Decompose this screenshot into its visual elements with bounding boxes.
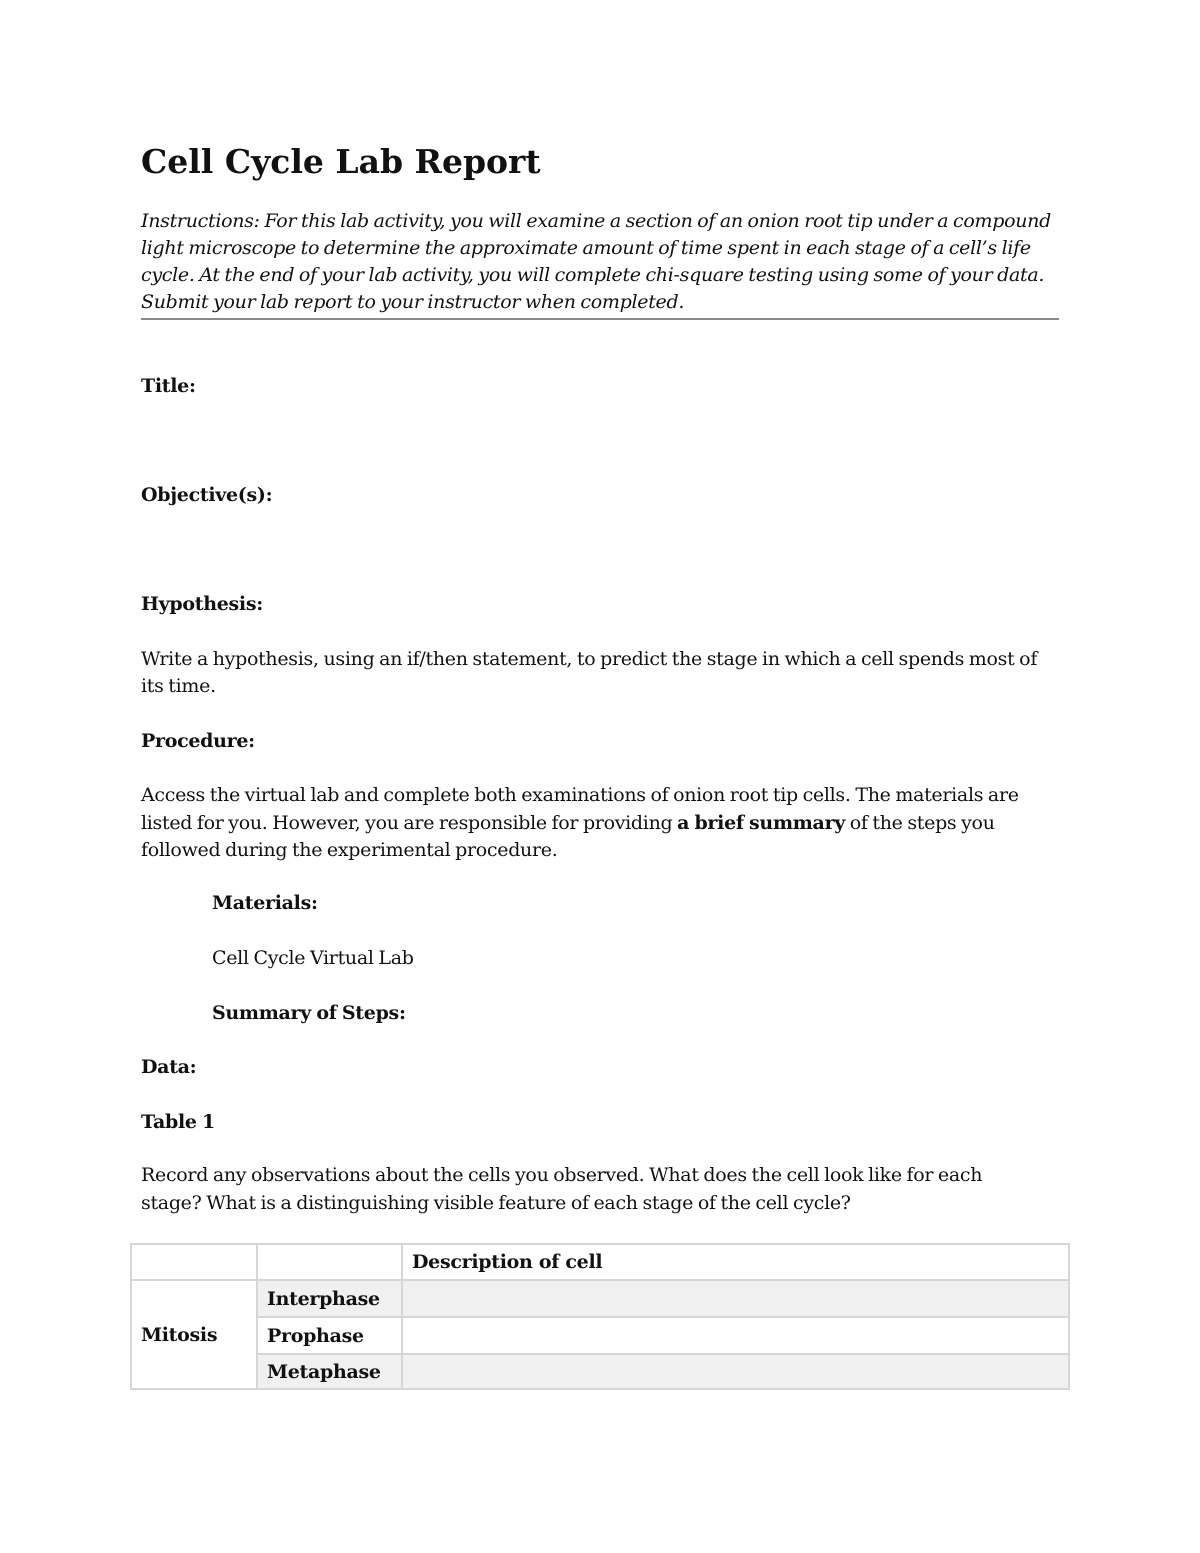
table-header-row: [131, 1244, 1069, 1280]
title-heading: Title:: [141, 375, 196, 397]
table-group-label: Mitosis: [131, 1280, 257, 1389]
procedure-text-line3: followed during the experimental procedure.: [141, 839, 558, 861]
table-row: [131, 1354, 1069, 1389]
table1-heading: Table 1: [141, 1111, 215, 1133]
data-heading: Data:: [141, 1056, 197, 1078]
table-header-description: Description of cell: [402, 1244, 1069, 1280]
procedure-text-line1: Access the virtual lab and complete both examinations of onion root tip cells. The materials are: [141, 784, 1019, 806]
cell-description-table: [130, 1243, 1070, 1390]
summary-of-steps-heading: Summary of Steps:: [212, 1002, 406, 1024]
objectives-heading: Objective(s):: [141, 484, 273, 506]
table-header-cell: [257, 1244, 402, 1280]
table-header-cell: [131, 1244, 257, 1280]
instructions-paragraph: Instructions: For this lab activity, you will examine a section of an onion root tip under a compound light microscope to determine the approximate amount of time spent in each stage of a cell’s life cycle. At the end of your lab activity, you will complete chi-square testing using some of your data. Submit your lab report to your instructor when completed.: [141, 208, 1059, 320]
procedure-text-line2: [141, 809, 995, 837]
table1-text-line1: Record any observations about the cells you observed. What does the cell look like for each: [141, 1164, 983, 1186]
hypothesis-text-line2: its time.: [141, 675, 216, 697]
table-stage-label: Prophase: [257, 1317, 402, 1354]
materials-item: Cell Cycle Virtual Lab: [212, 947, 414, 969]
table-description-cell[interactable]: [402, 1317, 1069, 1354]
table-stage-label: Interphase: [257, 1280, 402, 1317]
procedure-text-pre: listed for you. However, you are responsible for providing: [141, 812, 678, 834]
table-row: [131, 1317, 1069, 1354]
table1-text-line2: stage? What is a distinguishing visible feature of each stage of the cell cycle?: [141, 1192, 851, 1214]
table-row: [131, 1280, 1069, 1317]
procedure-text-bold: a brief summary: [677, 812, 846, 834]
table-stage-label: Metaphase: [257, 1354, 402, 1389]
hypothesis-heading: Hypothesis:: [141, 593, 263, 615]
procedure-heading: Procedure:: [141, 730, 255, 752]
table-description-cell[interactable]: [402, 1280, 1069, 1317]
materials-heading: Materials:: [212, 892, 318, 914]
procedure-text-post: of the steps you: [845, 812, 995, 834]
table-description-cell[interactable]: [402, 1354, 1069, 1389]
hypothesis-text-line1: Write a hypothesis, using an if/then statement, to predict the stage in which a cell spends most of: [141, 648, 1038, 670]
document-title: Cell Cycle Lab Report: [141, 142, 541, 181]
